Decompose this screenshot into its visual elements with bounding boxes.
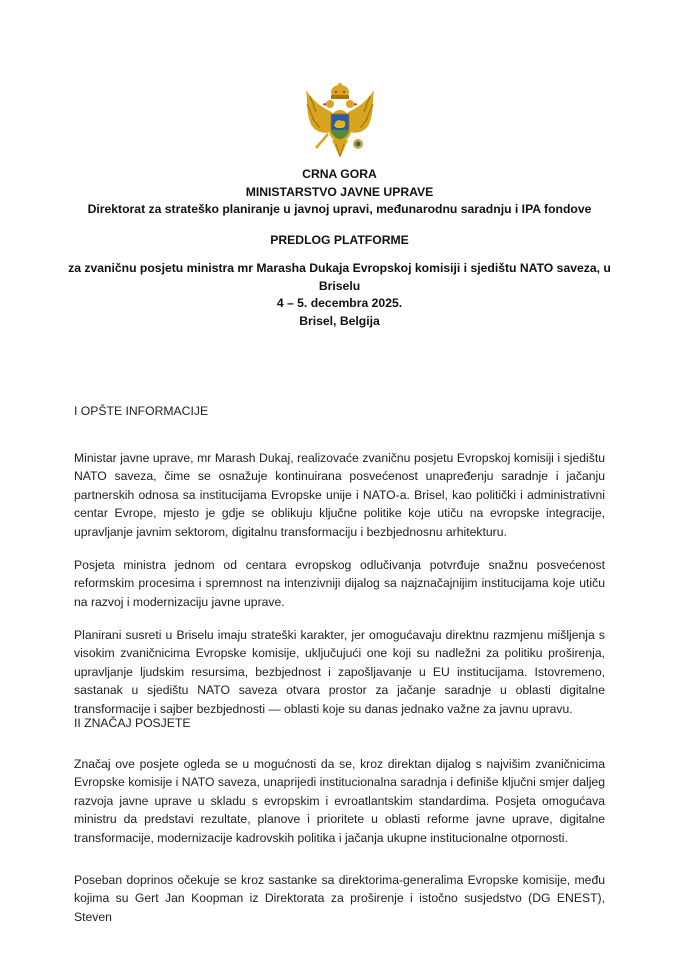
ministry-name: MINISTARSTVO JAVNE UPRAVE	[245, 184, 434, 199]
subtitle-line-1: za zvaničnu posjetu ministra mr Marasha Dukaja Evropskoj komisiji i sjedištu NATO saveza, u	[68, 261, 611, 275]
document-title	[0, 232, 679, 250]
visit-dates: 4 – 5. decembra 2025.	[276, 296, 403, 310]
montenegro-coat-of-arms-icon	[302, 82, 378, 162]
paragraph: Poseban doprinos očekuje se kroz sastanke sa direktorima-generalima Evropske komisije, među kojima su Gert Jan Koopman iz Direktorata za proširenje i istočno susjedstvo (DG ENEST), Steven	[74, 873, 605, 924]
document-header	[0, 166, 679, 219]
paragraph: Ministar javne uprave, mr Marash Dukaj, realizovaće zvaničnu posjetu Evropskoj komisiji i sjedištu NATO saveza, čime se osnažuje kontinuirana posvećenost unapređenju saradnje i jačanju partnerskih odnosa sa institucijama Evropske unije i NATO-a. Brisel, kao politički i administrativni centar Evrope, mjesto je gdje se oblikuju ključne politike koje utiču na evropske integracije, upravljanje javnim sektorom, digitalnu transformaciju i bezbjednosnu arhitekturu.	[74, 451, 605, 539]
paragraph: Značaj ove posjete ogleda se u mogućnosti da se, kroz direktan dijalog s najvišim zvaničnicima Evropske komisije i NATO saveza, unaprijedi institucionalna saradnja i definiše ključni smjer daljeg razvoja javne uprave u skladu s evropskim i evroatlantskim standardima. Posjeta omogućava ministru da predstavi rezultate, planove i prioritete u oblasti reforme javne uprave, digitalne transformacije, modernizacije kadrovskih politika i jačanja ukupne institucionalne otpornosti.	[74, 757, 605, 845]
section-heading-general-info: I OPŠTE INFORMACIJE	[74, 404, 209, 418]
directorate-name: Direktorat za strateško planiranje u javnoj upravi, međunarodnu saradnju i IPA fondove	[87, 202, 592, 216]
country-name: CRNA GORA	[302, 167, 377, 181]
subtitle-line-2: Briselu	[318, 278, 361, 293]
title-text: PREDLOG PLATFORME	[270, 233, 409, 247]
paragraph: Planirani susreti u Briselu imaju strateški karakter, jer omogućavaju direktnu razmjenu mišljenja s visokim zvaničnicima Evropske komisije, uključujući one koji su nadležni za politiku proširenja, upravljanje ljudskim resursima, bezbjednost i zapošljavanje u EU institucijama. Istovremeno, sastanak u sjedištu NATO saveza otvara prostor za jačanje saradnje u oblasti digitalne transformacije i sajber bezbjednosti — oblasti koje su danas jednako važne za javnu upravu.	[74, 628, 605, 716]
section-heading-significance: II ZNAČAJ POSJETE	[74, 716, 191, 730]
visit-location: Brisel, Belgija	[299, 313, 380, 328]
paragraph: Posjeta ministra jednom od centara evropskog odlučivanja potvrđuje snažnu posvećenost reformskim procesima i spremnost na intenzivniji dijalog sa najznačajnijim institucijama koje utiču na razvoj i modernizaciju javne uprave.	[74, 558, 605, 609]
document-subtitle	[0, 260, 679, 330]
